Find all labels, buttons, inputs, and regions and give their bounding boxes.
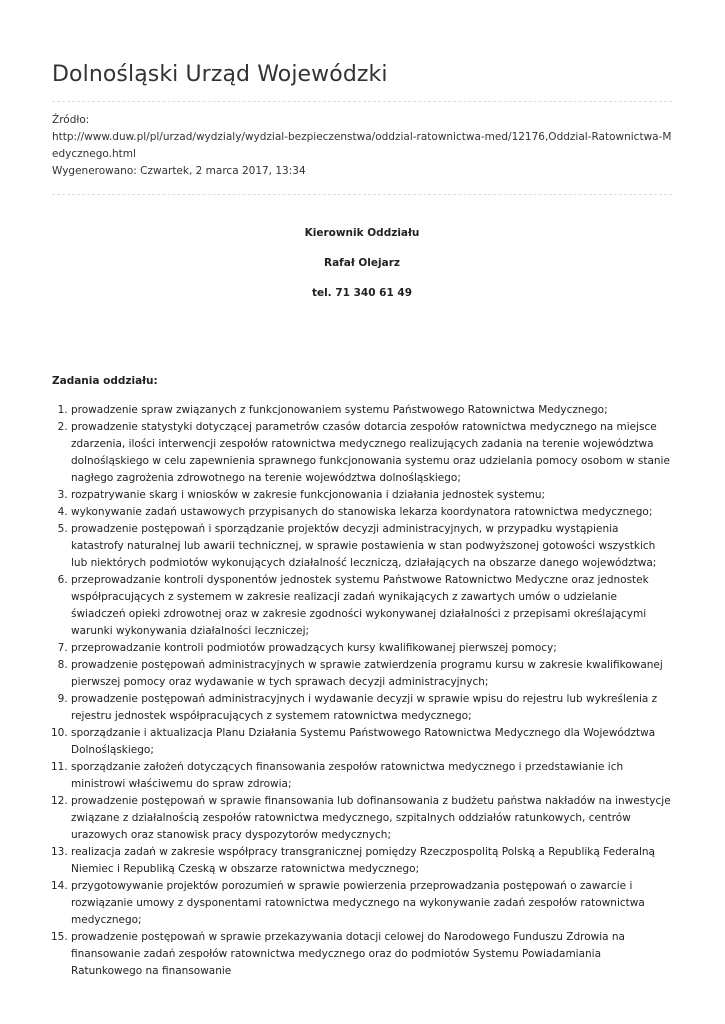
list-item: 12. prowadzenie postępowań w sprawie finansowania lub dofinansowania z budżetu państwa nakładów na inwestycje związane z działalnością zespołów ratownictwa medycznego, szpitalnych oddziałów ratunkowych, centrów urazowych oraz stanowisk pracy dyspozytorów medycznych; — [71, 793, 672, 844]
list-item: 13. realizacja zadań w zakresie współpracy transgranicznej pomiędzy Rzeczpospolitą Polską a Republiką Federalną Niemiec i Republiką Czeską w obszarze ratownictwa medycznego; — [71, 844, 672, 878]
tasks-list — [52, 402, 672, 980]
header-divider — [52, 101, 672, 102]
list-item: 7. przeprowadzanie kontroli podmiotów prowadzących kursy kwalifikowanej pierwszej pomocy; — [71, 640, 672, 657]
list-item: 3. rozpatrywanie skarg i wniosków w zakresie funkcjonowania i działania jednostek systemu; — [71, 487, 672, 504]
list-item: 14. przygotowywanie projektów porozumień w sprawie powierzenia przeprowadzania postępowań o zawarcie i rozwiązanie umowy z dysponentami ratownictwa medycznego na wykonywanie zadań zespołów ratownictwa medycznego; — [71, 878, 672, 929]
list-item: 1. prowadzenie spraw związanych z funkcjonowaniem systemu Państwowego Ratownictwa Medycznego; — [71, 402, 672, 419]
list-item: 2. prowadzenie statystyki dotyczącej parametrów czasów dotarcia zespołów ratownictwa medycznego na miejsce zdarzenia, ilości interwencji zespołów ratownictwa medycznego realizujących zadania na terenie województwa dolnośląskiego w celu zapewnienia sprawnego funkcjonowania systemu oraz udzielania pomocy osobom w stanie nagłego zagrożenia zdrowotnego na terenie województwa dolnośląskiego; — [71, 419, 672, 487]
source-url[interactable]: http://www.duw.pl/pl/urzad/wydzialy/wydzial-bezpieczenstwa/oddzial-ratownictwa-med/12176,Oddzial-Ratownictwa-Medycznego.html — [52, 131, 672, 160]
contact-role: Kierownik Oddziału — [304, 227, 420, 239]
tasks-heading: Zadania oddziału: — [52, 375, 158, 387]
site-title: Dolnośląski Urząd Wojewódzki — [52, 62, 388, 87]
list-item: 9. prowadzenie postępowań administracyjnych i wydawanie decyzji w sprawie wpisu do rejestru lub wykreślenia z rejestru jednostek współpracujących z systemem ratownictwa medycznego; — [71, 691, 672, 725]
source-info — [52, 112, 672, 180]
contact-name: Rafał Olejarz — [324, 257, 400, 269]
list-item: 4. wykonywanie zadań ustawowych przypisanych do stanowiska lekarza koordynatora ratownictwa medycznego; — [71, 504, 672, 521]
list-item: 6. przeprowadzanie kontroli dysponentów jednostek systemu Państwowe Ratownictwo Medyczne oraz jednostek współpracujących z systemem w zakresie realizacji zadań wynikających z zawartych umów o udzielanie świadczeń opieki zdrowotnej oraz w zakresie zgodności wykonywanej działalności z przepisami określającymi warunki wykonywania działalności leczniczej; — [71, 572, 672, 640]
list-item: 5. prowadzenie postępowań i sporządzanie projektów decyzji administracyjnych, w przypadku wystąpienia katastrofy naturalnej lub awarii technicznej, w sprawie postawienia w stan podwyższonej gotowości wszystkich lub niektórych podmiotów wykonujących działalność leczniczą, działających na obszarze danego województwa; — [71, 521, 672, 572]
generated-date: Wygenerowano: Czwartek, 2 marca 2017, 13:34 — [52, 165, 306, 177]
list-item: 8. prowadzenie postępowań administracyjnych w sprawie zatwierdzenia programu kursu w zakresie kwalifikowanej pierwszej pomocy oraz wydawanie w tych sprawach decyzji administracyjnych; — [71, 657, 672, 691]
list-item: 15. prowadzenie postępowań w sprawie przekazywania dotacji celowej do Narodowego Funduszu Zdrowia na finansowanie zadań zespołów ratownictwa medycznego oraz do podmiotów Systemu Powiadamiania Ratunkowego na finansowanie — [71, 929, 672, 980]
list-item: 10. sporządzanie i aktualizacja Planu Działania Systemu Państwowego Ratownictwa Medycznego dla Województwa Dolnośląskiego; — [71, 725, 672, 759]
contact-phone: tel. 71 340 61 49 — [311, 287, 413, 299]
meta-divider — [52, 194, 672, 195]
source-label: Źródło: — [52, 114, 90, 126]
list-item: 11. sporządzanie założeń dotyczących finansowania zespołów ratownictwa medycznego i przedstawianie ich ministrowi właściwemu do spraw zdrowia; — [71, 759, 672, 793]
